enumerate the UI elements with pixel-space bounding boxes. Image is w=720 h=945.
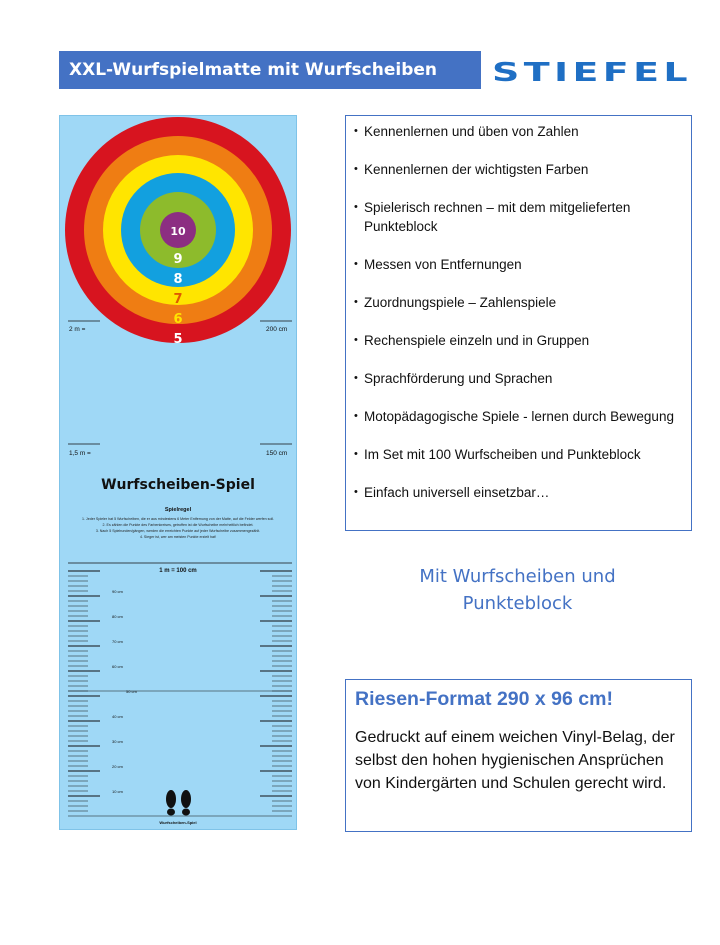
feature-item: • Sprachförderung und Sprachen [354,369,683,388]
feature-item: • Im Set mit 100 Wurfscheiben und Punkteblock [354,445,683,464]
feature-item: • Einfach universell einsetzbar… [354,483,683,502]
feature-item: • Rechenspiele einzeln und in Gruppen [354,331,683,350]
mat-footer-title: Wurfscheiben-Spiel [159,820,197,825]
scale-mark-50: 50 cm [126,689,137,694]
scale-mark-10: 10 cm [112,789,123,794]
scale-mark-70: 70 cm [112,639,123,644]
format-description: Gedruckt auf einem weichen Vinyl-Belag, der selbst den hohen hygienischen Ansprüchen von Kindergärten und Schulen gerecht wird. [355,729,675,792]
scale-ticks [68,571,292,811]
throwing-mat-image [59,115,297,830]
caption [380,563,655,617]
ring-number-9: 9 [173,252,183,267]
rules-line-1: 1. Jeder Spieler hat 5 Wurfscheiben, die er aus mindestens 6 Meter Entfernung von der Matte, auf die Felder werfen soll. [81,517,275,521]
rules-line-2: 2. Es zählen die Punkte des Farbenkreises, getroffen ist die Wurfscheibe mehrheitlich befindet. [102,523,254,527]
game-title: Wurfscheiben-Spiel [101,477,255,493]
scale-mark-20: 20 cm [112,764,123,769]
rules-line-4: 4. Sieger ist, wer am meisten Punkte erzielt hat! [139,535,217,539]
footprints-icon [166,790,191,816]
feature-item: • Motopädagogische Spiele - lernen durch Bewegung [354,407,683,426]
mark-2m: 2 m = [69,326,86,333]
mark-200cm: 200 cm [266,326,288,333]
format-title: Riesen-Format 290 x 96 cm! [355,688,613,710]
stiefel-logo [490,58,695,84]
ring-number-7: 7 [173,292,183,307]
scale-mark-40: 40 cm [112,714,123,719]
ring-number-10: 10 [170,225,186,238]
feature-item: • Spielerisch rechnen – mit dem mitgelieferten Punkteblock [354,198,683,236]
rules-title: Spielregel [164,507,192,513]
format-box [345,679,692,832]
mark-1-5m: 1,5 m = [69,450,91,457]
ring-number-5: 5 [173,332,183,347]
ring-number-8: 8 [173,272,183,287]
feature-item: • Kennenlernen der wichtigsten Farben [354,160,683,179]
page-title: XXL-Wurfspielmatte mit Wurfscheiben [59,51,481,89]
features-box [345,115,692,531]
scale-mark-60: 60 cm [112,664,123,669]
caption-line-1: Mit Wurfscheiben und [419,566,616,587]
features-list [354,122,683,502]
ring-number-6: 6 [173,312,183,327]
logo-text: STIEFEL [492,58,692,84]
feature-item: • Zuordnungspiele – Zahlenspiele [354,293,683,312]
scale-label: 1 m = 100 cm [159,568,197,574]
rules-line-3: 3. Nach 5 Spielrunden/gängen, werden die erreichten Punkte auf jeder Wurfscheibe zusammengezählt. [95,529,261,533]
feature-item: • Kennenlernen und üben von Zahlen [354,122,683,141]
feature-item: • Messen von Entfernungen [354,255,683,274]
scale-mark-30: 30 cm [112,739,123,744]
scale-mark-80: 80 cm [112,614,123,619]
mat-drawing [60,116,296,829]
caption-line-2: Punkteblock [462,593,573,614]
scale-mark-90: 90 cm [112,589,123,594]
mark-150cm: 150 cm [266,450,288,457]
